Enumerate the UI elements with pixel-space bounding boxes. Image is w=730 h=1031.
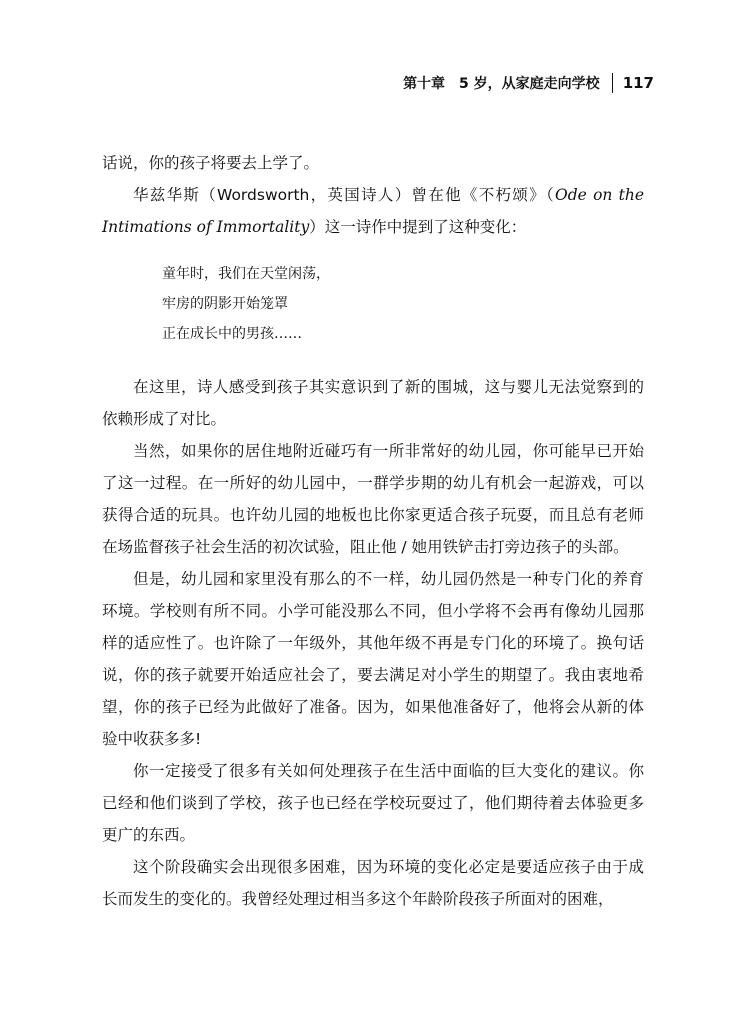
running-header: [403, 73, 654, 93]
paragraph-5: 但是，幼儿园和家里没有那么的不一样，幼儿园仍然是一种专门化的养育环境。学校则有所不同。小学可能没那么不同，但小学将不会再有像幼儿园那样的适应性了。也许除了一年级外，其他年级不再是专门化的环境了。换句话说，你的孩子就要开始适应社会了，要去满足对小学生的期望了。我由衷地希望，你的孩子已经为此做好了准备。因为，如果他准备好了，他将会从新的体验中收获多多!: [102, 570, 644, 748]
paragraph-2-text-a: 华兹华斯（Wordsworth，英国诗人）曾在他《不朽颂》（: [133, 186, 556, 204]
poem-line-2: 牢房的阴影开始笼罩: [162, 296, 288, 312]
chapter-title: 第十章 5 岁，从家庭走向学校: [403, 76, 600, 92]
paragraph-3: 在这里，诗人感受到孩子其实意识到了新的围城，这与婴儿无法觉察到的依赖形成了对比。: [102, 378, 644, 428]
poem-title-english: Ode on the Intimations of Immortality: [102, 186, 644, 236]
paragraph-2-text-c: ）这一诗作中提到了这种变化：: [309, 218, 527, 236]
poem-line-1: 童年时，我们在天堂闲荡，: [162, 266, 330, 282]
paragraph-2: [102, 179, 644, 243]
poem-quote: [162, 259, 644, 349]
paragraph-4: 当然，如果你的居住地附近碰巧有一所非常好的幼儿园，你可能早已开始了这一过程。在一所好的幼儿园中，一群学步期的幼儿有机会一起游戏，可以获得合适的玩具。也许幼儿园的地板也比你家更适合孩子玩耍，而且总有老师在场监督孩子社会生活的初次试验，阻止他 / 她用铁铲击打旁边孩子的头部。: [102, 442, 644, 556]
paragraph-6: 你一定接受了很多有关如何处理孩子在生活中面临的巨大变化的建议。你已经和他们谈到了学校，孩子也已经在学校玩耍过了，他们期待着去体验更多更广的东西。: [102, 762, 644, 844]
header-divider: [612, 73, 613, 93]
poem-line-3: 正在成长中的男孩……: [162, 326, 302, 342]
page-number: 117: [622, 74, 654, 92]
paragraph-1: 话说，你的孩子将要去上学了。: [102, 154, 320, 172]
paragraph-7: 这个阶段确实会出现很多困难，因为环境的变化必定是要适应孩子由于成长而发生的变化的。我曾经处理过相当多这个年龄阶段孩子所面对的困难，: [102, 858, 644, 908]
body-text: [102, 147, 644, 915]
